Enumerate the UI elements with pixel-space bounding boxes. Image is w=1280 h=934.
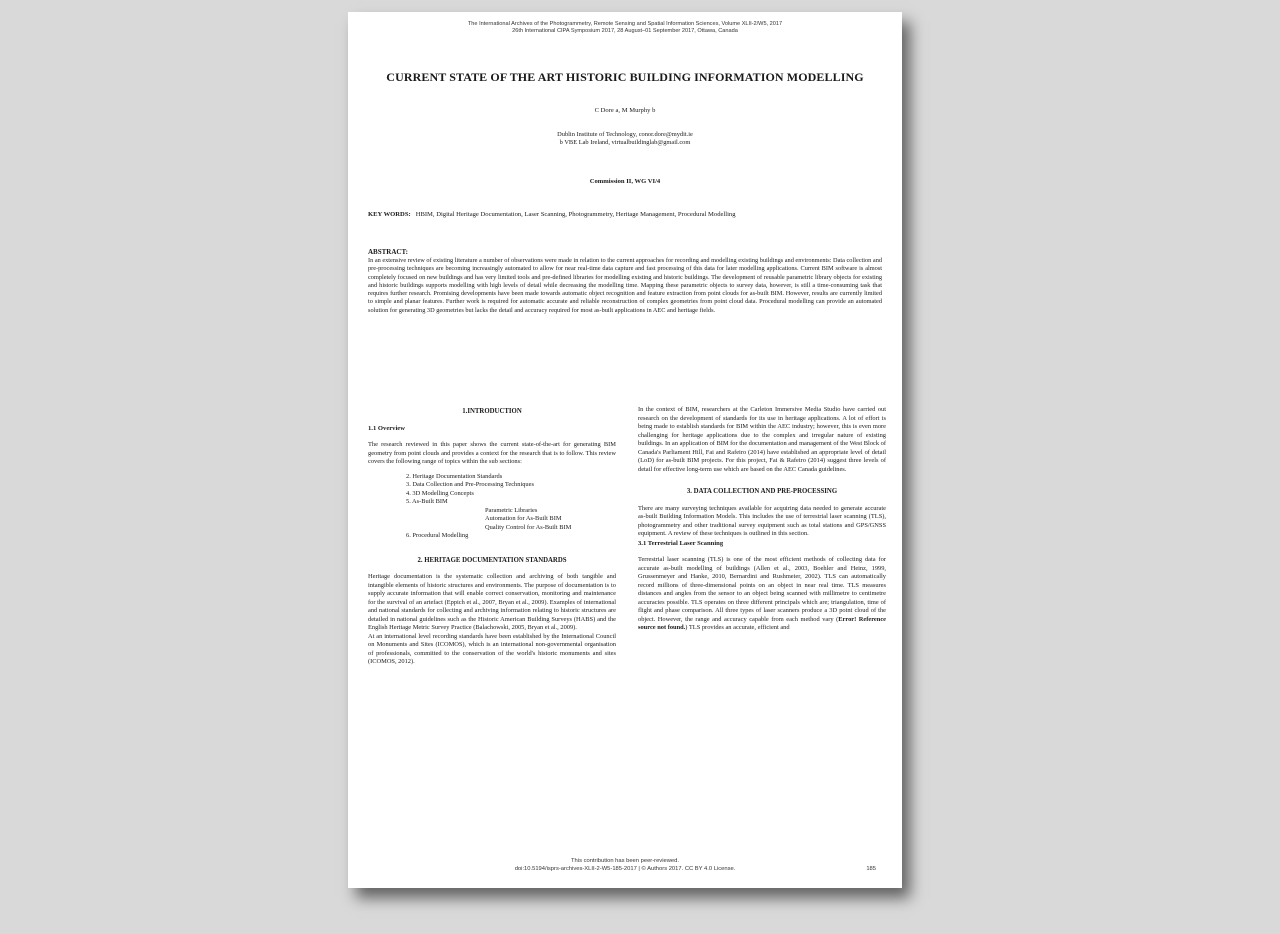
- list-item: 2. Heritage Documentation Standards: [406, 472, 503, 480]
- topics-list: [368, 473, 616, 541]
- keywords-text: HBIM, Digital Heritage Documentation, Laser Scanning, Photogrammetry, Heritage Management, Procedural Modelling: [415, 211, 736, 218]
- bim-standards-paragraph: In the context of BIM, researchers at the Carleton Immersive Media Studio have carried out research on the development of standards for its use in heritage applications. A lot of effort is being made to establish standards for BIM within the AEC industry; however, this is even more challenging for heritage applications due to the complex and irregular nature of existing buildings. In an application of BIM for the documentation and management of the West Block of Canada's Parliament Hill, Fai and Rafeiro (2014) have established an appropriate level of detail (LoD) for as-built BIM projects. For this project, Fai & Rafeiro (2014) suggest three levels of detail for effective long-term use which are based on the AEC Canada guidelines.: [638, 406, 886, 473]
- standards-heading: 2. HERITAGE DOCUMENTATION STANDARDS: [417, 556, 567, 564]
- peer-review-note: This contribution has been peer-reviewed.: [571, 858, 679, 864]
- list-item: Quality Control for As-Built BIM: [485, 523, 572, 531]
- commission: Commission II, WG VI/4: [589, 178, 661, 185]
- list-item: 5. As-Built BIM: [406, 498, 448, 505]
- introduction-heading: 1.INTRODUCTION: [462, 408, 522, 415]
- tls-text-a: Terrestrial laser scanning (TLS) is one of the most efficient methods of collecting data for accurate as-built modelling of buildings (Allen et al., 2003, Boehler and Heinz, 1999, Grussenmeyer and Hanke, 2010, Bernardini and Rushmeier, 2002). TLS can automatically record millions of three-dimensional points on an object in near real time. TLS measures distances and angles from the sensor to an object being scanned with millimetre to centimetre accuracies possible. TLS operates on three different principals which are; triangulation, time of flight and phase comparison. All three types of laser scanners produce a 3D point cloud of the object. However, the range and accuracy capable from each method vary (: [638, 556, 886, 623]
- data-collection-heading: 3. DATA COLLECTION AND PRE-PROCESSING: [686, 488, 838, 495]
- data-collection-paragraph: There are many surveying techniques available for acquiring data needed to generate accurate as-built Building Information Models. This includes the use of terrestrial laser scanning (TLS), photogrammetry and other traditional survey equipment such as total stations and GPS/GNSS equipment. A review of these techniques is outlined in this section.: [638, 504, 886, 537]
- abstract-heading: ABSTRACT:: [368, 248, 408, 256]
- left-column: [368, 406, 616, 667]
- list-item: Parametric Libraries: [485, 506, 538, 514]
- reference-error: Error! Reference source not found.: [638, 615, 886, 631]
- journal-header: [368, 21, 882, 35]
- doi-line: doi:10.5194/isprs-archives-XLII-2-W5-185-2017 | © Authors 2017. CC BY 4.0 License.: [514, 866, 736, 872]
- affiliations: [348, 131, 902, 148]
- paper-title: CURRENT STATE OF THE ART HISTORIC BUILDING INFORMATION MODELLING: [386, 70, 864, 84]
- page-footer: [348, 857, 902, 873]
- tls-text-b: ) TLS provides an accurate, efficient and: [685, 624, 790, 631]
- authors: C Dore a, M Murphy b: [594, 107, 656, 114]
- list-item: Automation for As-Built BIM: [485, 515, 562, 522]
- journal-header-line-2: 26th International CIPA Symposium 2017, 28 August–01 September 2017, Ottawa, Canada: [512, 28, 738, 35]
- standards-paragraph-2: At an international level recording standards have been established by the International Council on Monuments and Sites (ICOMOS), which is an international non-governmental organisation of professionals, committed to the conservation of the world's historic monuments and sites (ICOMOS, 2012).: [368, 632, 616, 665]
- paper-page: [348, 12, 902, 888]
- abstract-text: In an extensive review of existing literature a number of observations were made in relation to the current approaches for recording and modelling existing buildings and environments: Data collection and pre-processing techniques are becoming increasingly automated to allow for near real-time data capture and fast processing of this data for later modelling applications. Current BIM software is almost completely focused on new buildings and has very limited tools and pre-defined libraries for modelling existing and historic buildings. The development of reusable parametric library objects for existing and historic buildings supports modelling with high levels of detail while decreasing the modelling time. Mapping these parametric objects to survey data, however, is still a time-consuming task that requires further research. Promising developments have been made towards automatic object recognition and feature extraction from point clouds for as-built BIM. However, results are currently limited to simple and planar features. Further work is required for automatic accurate and reliable reconstruction of complex geometries from point cloud data. Procedural modelling can provide an automated solution for generating 3D geometries but lacks the detail and accuracy required for most as-built applications in AEC and heritage fields.: [368, 257, 882, 314]
- page-number: 185: [866, 866, 876, 872]
- keywords-label: KEY WORDS:: [368, 211, 411, 218]
- standards-paragraph-1: Heritage documentation is the systematic collection and archiving of both tangible and intangible elements of historic structures and environments. The purpose of documentation is to supply accurate information that will enable correct conservation, monitoring and maintenance for the survival of an artefact (Eppich et al., 2007, Bryan et al., 2009). Examples of international and national standards for collecting and archiving information relating to historic structures are detailed in national guidelines such as the Historic American Building Surveys (HABS) and the English Heritage Metric Survey Practice (Balachowski, 2005, Bryan et al., 2009).: [368, 573, 616, 631]
- list-item: 3. Data Collection and Pre-Processing Techniques: [406, 481, 534, 488]
- tls-heading: 3.1 Terrestrial Laser Scanning: [638, 539, 724, 547]
- overview-paragraph: The research reviewed in this paper shows the current state-of-the-art for generating BIM geometry from point clouds and provides a context for the research that is to follow. This review covers the following range of topics within the sub sections:: [368, 441, 616, 465]
- list-item: 4. 3D Modelling Concepts: [406, 489, 474, 497]
- right-column: [638, 406, 886, 633]
- keywords: [368, 211, 882, 220]
- affiliation-2: b VBE Lab Ireland, virtualbuildinglab@gmail.com: [559, 139, 691, 147]
- journal-header-line-1: The International Archives of the Photogrammetry, Remote Sensing and Spatial Information Sciences, Volume XLII-2/W5, 2017: [467, 21, 783, 27]
- list-item: 6. Procedural Modelling: [406, 532, 469, 539]
- affiliation-1: Dublin Institute of Technology, conor.dore@mydit.ie: [557, 131, 693, 138]
- tls-paragraph: [638, 556, 886, 633]
- overview-heading: 1.1 Overview: [368, 424, 405, 432]
